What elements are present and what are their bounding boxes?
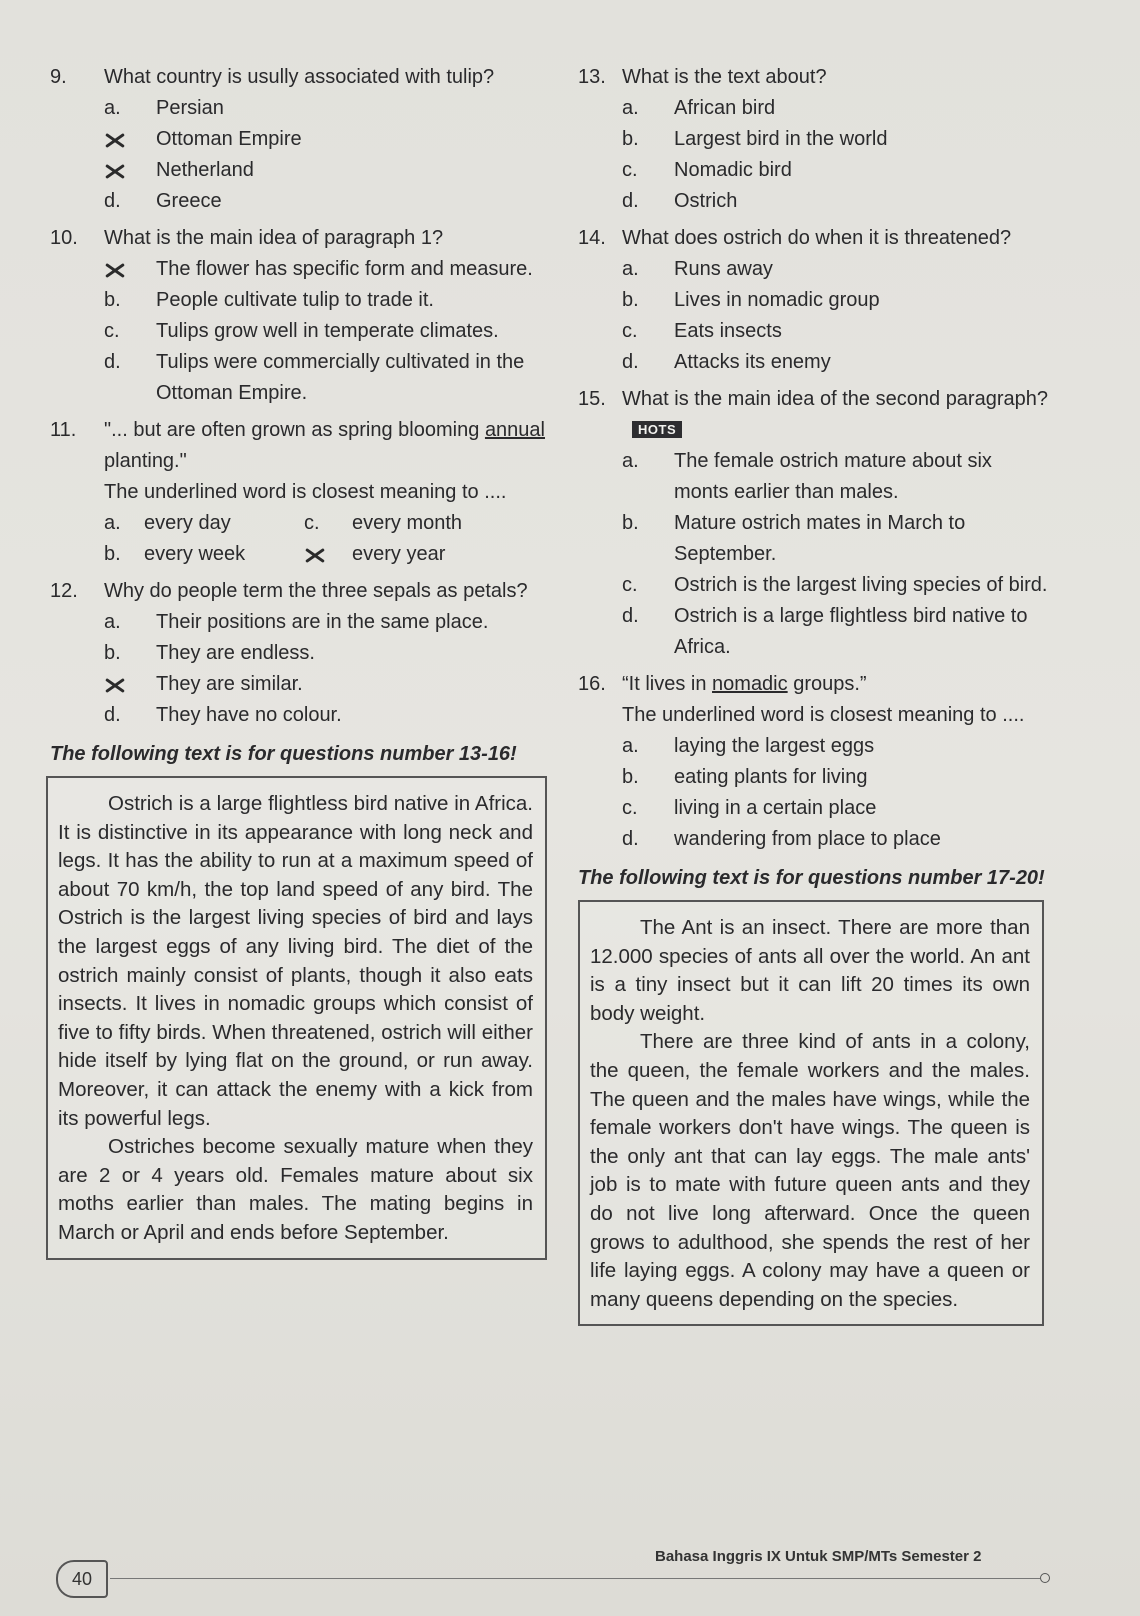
option-c (578, 570, 1048, 601)
question-number: 10. (50, 227, 78, 249)
option-a (50, 607, 545, 638)
question-text: “It lives in nomadic groups.” (622, 673, 867, 695)
passage-paragraph: Ostrich is a large flightless bird native in Africa. It is distinctive in its appearance with long neck and legs. It has the ability to run at a maximum speed of about 70 km/h, the top land speed of any bird. The Ostrich is the largest living species of bird and lays the largest eggs of any living bird. The diet of the ostrich mainly consist of plants, though it also eats insects. It lives in nomadic groups which consist of five to fifty birds. When threatened, ostrich will either hide itself by lying flat on the ground, or run away. Moreover, it can attack the enemy with a kick from its powerful legs. (58, 792, 533, 1130)
option-letter: b. (104, 543, 121, 565)
option-text: Tulips grow well in temperate climates. (156, 320, 499, 342)
option-c (50, 155, 545, 186)
question-prompt: The underlined word is closest meaning to .... (622, 704, 1025, 726)
question-11 (50, 415, 545, 570)
option-text: living in a certain place (674, 797, 877, 819)
option-a (50, 93, 545, 124)
option-b (104, 539, 304, 570)
option-letter: d. (622, 351, 639, 373)
option-letter: a. (104, 512, 121, 534)
book-title: Bahasa Inggris IX Untuk SMP/MTs Semester 2 (655, 1548, 982, 1565)
option-letter: c. (104, 320, 120, 342)
answer-mark-icon (104, 254, 156, 285)
question-text: "... but are often grown as spring blooming annual planting." (104, 419, 545, 472)
question-number: 15. (578, 388, 606, 410)
option-text: African bird (674, 97, 776, 119)
option-letter: a. (622, 450, 639, 472)
instruction-17-20: The following text is for questions number 17-20! (578, 867, 1045, 889)
option-a (578, 254, 1048, 285)
option-b (50, 638, 545, 669)
question-number: 16. (578, 673, 606, 695)
question-16 (578, 669, 1048, 855)
question-15 (578, 384, 1048, 663)
option-text: Largest bird in the world (674, 128, 888, 150)
ant-passage (578, 900, 1044, 1326)
option-letter: d. (104, 190, 121, 212)
question-prompt: The underlined word is closest meaning to .... (104, 481, 507, 503)
question-9 (50, 62, 545, 217)
option-letter: c. (304, 512, 320, 534)
hots-badge: HOTS (632, 421, 682, 438)
footer-rule (110, 1578, 1040, 1579)
option-letter: a. (622, 735, 639, 757)
answer-mark-icon (104, 124, 156, 155)
option-letter: d. (622, 828, 639, 850)
underlined-word: nomadic (712, 673, 788, 695)
options-grid (50, 508, 545, 570)
option-c (578, 155, 1048, 186)
option-b (50, 285, 545, 316)
option-text: Ostrich is a large flightless bird native to Africa. (674, 605, 1028, 658)
option-c (50, 316, 545, 347)
ostrich-passage (46, 776, 547, 1260)
option-text: Their positions are in the same place. (156, 611, 489, 633)
option-text: eating plants for living (674, 766, 868, 788)
option-b (578, 124, 1048, 155)
option-d (578, 186, 1048, 217)
question-14 (578, 223, 1048, 378)
option-letter: b. (104, 642, 121, 664)
option-text: They are endless. (156, 642, 315, 664)
option-b (578, 508, 1048, 570)
option-d (50, 186, 545, 217)
option-letter: b. (622, 766, 639, 788)
option-b (578, 762, 1048, 793)
option-text: Eats insects (674, 320, 782, 342)
option-letter: c. (622, 159, 638, 181)
option-text: They have no colour. (156, 704, 342, 726)
option-a (578, 446, 1048, 508)
option-text: They are similar. (156, 673, 303, 695)
footer-dot-icon (1040, 1573, 1050, 1583)
question-13 (578, 62, 1048, 217)
question-number: 14. (578, 227, 606, 249)
question-text: What country is usully associated with tulip? (104, 66, 495, 88)
option-text: wandering from place to place (674, 828, 941, 850)
option-d (50, 347, 545, 409)
option-letter: d. (622, 190, 639, 212)
option-c (578, 793, 1048, 824)
option-text: Mature ostrich mates in March to September. (674, 512, 966, 565)
question-text: What does ostrich do when it is threatened? (622, 227, 1012, 249)
option-letter: a. (622, 97, 639, 119)
question-number: 13. (578, 66, 606, 88)
option-text: The female ostrich mature about six monts earlier than males. (674, 450, 992, 503)
answer-mark-icon (104, 669, 156, 700)
option-letter: b. (622, 128, 639, 150)
answer-mark-icon (104, 155, 156, 186)
option-text: Attacks its enemy (674, 351, 831, 373)
option-text: every day (144, 512, 231, 534)
option-text: Persian (156, 97, 224, 119)
question-10 (50, 223, 545, 409)
question-text: What is the main idea of the second paragraph?HOTS (622, 388, 1048, 437)
option-text: Netherland (156, 159, 254, 181)
answer-mark-icon (304, 539, 352, 570)
question-number: 12. (50, 580, 78, 602)
option-d (578, 824, 1048, 855)
passage-paragraph: Ostriches become sexually mature when they are 2 or 4 years old. Females mature about six moths earlier than males. The mating begins in March or April and ends before September. (58, 1135, 533, 1244)
question-text: What is the text about? (622, 66, 827, 88)
option-text: Lives in nomadic group (674, 289, 880, 311)
option-letter: d. (104, 351, 121, 373)
option-letter: a. (104, 611, 121, 633)
underlined-word: annual (484, 419, 545, 441)
option-letter: b. (622, 512, 639, 534)
option-text: Tulips were commercially cultivated in the Ottoman Empire. (156, 351, 525, 404)
option-letter: d. (622, 605, 639, 627)
option-text: Ostrich (674, 190, 738, 212)
option-text: Nomadic bird (674, 159, 792, 181)
option-text: every year (352, 543, 446, 565)
passage-paragraph: There are three kind of ants in a colony, the queen, the female workers and the males. The queen and the males have wings, while the female workers don't have wings. The queen is the only ant that can lay eggs. The male ants' job is to mate with future queen ants and they do not live long afterward. Once the queen grows to adulthood, she spends the rest of her life laying eggs. A colony may have a queen or many queens depending on the species. (590, 1030, 1030, 1311)
page-number: 40 (56, 1560, 108, 1598)
question-text: Why do people term the three sepals as petals? (104, 580, 528, 602)
option-a (578, 731, 1048, 762)
option-b (578, 285, 1048, 316)
option-letter: c. (622, 320, 638, 342)
option-d (50, 700, 545, 731)
option-letter: a. (622, 258, 639, 280)
option-letter: c. (622, 797, 638, 819)
option-letter: b. (104, 289, 121, 311)
option-d (578, 601, 1048, 663)
passage-paragraph: The Ant is an insect. There are more than 12.000 species of ants all over the world. An ant is a tiny insect but it can lift 20 times its own body weight. (590, 916, 1030, 1025)
question-number: 9. (50, 66, 67, 88)
option-text: Ostrich is the largest living species of bird. (674, 574, 1048, 596)
right-column (578, 62, 1048, 1326)
option-letter: a. (104, 97, 121, 119)
option-letter: d. (104, 704, 121, 726)
option-letter: c. (622, 574, 638, 596)
option-text: every month (352, 512, 463, 534)
question-number: 11. (50, 419, 77, 441)
option-c (578, 316, 1048, 347)
question-12 (50, 576, 545, 731)
option-text: every week (144, 543, 246, 565)
option-c (304, 508, 545, 539)
left-column (50, 62, 545, 1260)
option-text: Runs away (674, 258, 773, 280)
option-text: Ottoman Empire (156, 128, 302, 150)
question-text: What is the main idea of paragraph 1? (104, 227, 444, 249)
option-letter: b. (622, 289, 639, 311)
option-a (50, 254, 545, 285)
option-text: People cultivate tulip to trade it. (156, 289, 434, 311)
option-text: Greece (156, 190, 222, 212)
option-c (50, 669, 545, 700)
option-b (50, 124, 545, 155)
option-text: The flower has specific form and measure. (156, 258, 533, 280)
option-text: laying the largest eggs (674, 735, 875, 757)
option-d (304, 539, 545, 570)
instruction-13-16: The following text is for questions number 13-16! (50, 743, 517, 765)
option-a (578, 93, 1048, 124)
option-a (104, 508, 304, 539)
option-d (578, 347, 1048, 378)
